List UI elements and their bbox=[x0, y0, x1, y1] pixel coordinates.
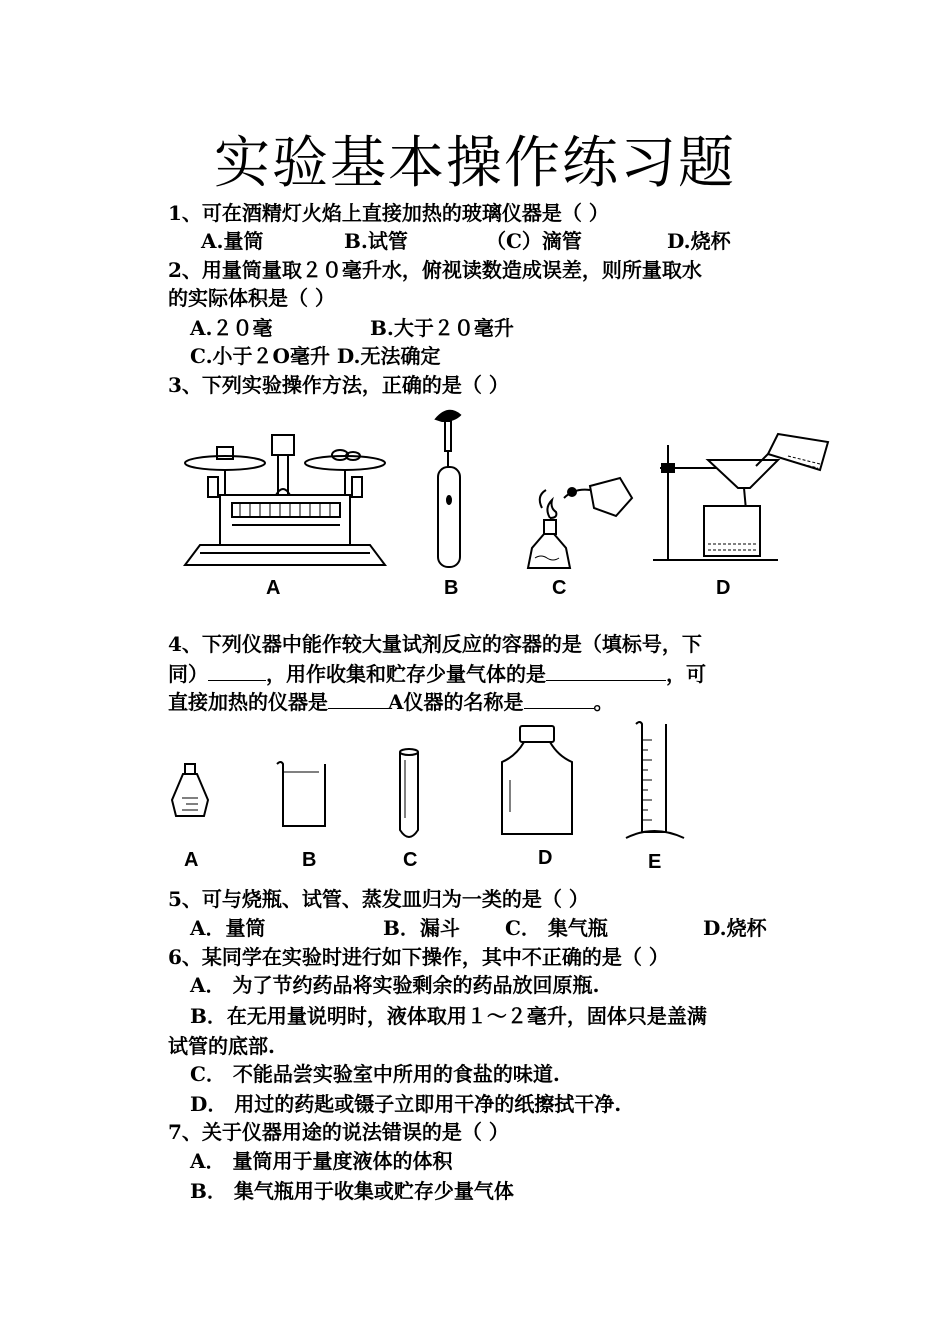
q4-stem-line3-part3: 。 bbox=[593, 690, 614, 714]
q2-stem-line1: 2、用量筒量取２０毫升水，俯视读数造成误差，则所量取水 bbox=[168, 258, 702, 282]
q4-answer-blank-1[interactable] bbox=[208, 662, 266, 681]
q6-option-c: C． 不能品尝实验室中所用的食盐的味道. bbox=[190, 1062, 560, 1086]
test-tube-figure bbox=[395, 748, 423, 843]
q4-answer-blank-3[interactable] bbox=[328, 690, 388, 709]
q4-answer-blank-4[interactable] bbox=[524, 690, 594, 709]
gas-bottle-figure bbox=[496, 722, 578, 840]
q4-stem-line1: 4、下列仪器中能作较大量试剂反应的容器的是（填标号，下 bbox=[168, 632, 702, 656]
q1-option-b: B.试管 bbox=[344, 229, 408, 253]
q1-option-d: D.烧杯 bbox=[667, 229, 731, 253]
q5-stem: 5、可与烧瓶、试管、蒸发皿归为一类的是（ ） bbox=[168, 887, 589, 911]
graduated-cylinder-figure bbox=[622, 720, 688, 842]
q4-answer-blank-2[interactable] bbox=[546, 662, 666, 681]
q1-option-a: A.量筒 bbox=[201, 229, 264, 253]
q6-stem: 6、某同学在实验时进行如下操作，其中不正确的是（ ） bbox=[168, 945, 669, 969]
q6-option-b-line1: B．在无用量说明时，液体取用１～２毫升，固体只是盖满 bbox=[190, 1004, 707, 1028]
q2-option-cd: C.小于２O毫升 D.无法确定 bbox=[190, 344, 441, 368]
fig3-label-c: C bbox=[552, 577, 567, 599]
q4-stem-line3-part2: A仪器的名称是 bbox=[388, 690, 524, 714]
q7-stem: 7、关于仪器用途的说法错误的是（ ） bbox=[168, 1120, 509, 1144]
q5-option-a: A．量筒 bbox=[190, 916, 266, 940]
q1-stem: 1、可在酒精灯火焰上直接加热的玻璃仪器是（ ） bbox=[168, 201, 609, 225]
q4-stem-line3-part1: 直接加热的仪器是 bbox=[168, 690, 328, 714]
q1-option-c: （C）滴管 bbox=[486, 229, 582, 253]
test-tube-dropper-figure bbox=[428, 405, 473, 575]
fig4-label-e: E bbox=[648, 851, 662, 873]
fig4-label-a: A bbox=[184, 849, 199, 871]
q6-option-a: A． 为了节约药品将实验剩余的药品放回原瓶. bbox=[190, 973, 600, 997]
q4-stem-line2-part3: ，可 bbox=[666, 662, 706, 686]
alcohol-lamp-figure bbox=[520, 468, 650, 573]
page-title: 实验基本操作练习题 bbox=[214, 131, 736, 196]
beaker-figure bbox=[273, 758, 333, 830]
filtration-figure bbox=[648, 420, 838, 565]
fig3-label-a: A bbox=[266, 577, 281, 599]
q5-option-d: D.烧杯 bbox=[703, 916, 767, 940]
q5-option-b: B．漏斗 bbox=[383, 916, 460, 940]
q4-stem-line3 bbox=[168, 690, 614, 712]
q3-stem: 3、下列实验操作方法，正确的是（ ） bbox=[168, 373, 509, 397]
q2-option-a: A.２０毫 bbox=[190, 316, 273, 340]
fig4-label-b: B bbox=[302, 849, 317, 871]
q7-option-a: A． 量筒用于量度液体的体积 bbox=[190, 1149, 453, 1173]
q4-stem-line2 bbox=[168, 662, 706, 684]
q2-stem-line2: 的实际体积是（ ） bbox=[168, 286, 335, 310]
q6-option-d: D． 用过的药匙或镊子立即用干净的纸擦拭干净. bbox=[190, 1092, 622, 1116]
balance-figure bbox=[180, 425, 390, 575]
q7-option-b: B． 集气瓶用于收集或贮存少量气体 bbox=[190, 1179, 514, 1203]
q6-option-b-line2: 试管的底部. bbox=[168, 1034, 275, 1058]
q2-option-b: B.大于２０毫升 bbox=[370, 316, 514, 340]
fig3-label-b: B bbox=[444, 577, 459, 599]
flask-figure bbox=[168, 762, 213, 822]
q4-stem-line2-part2: ，用作收集和贮存少量气体的是 bbox=[266, 662, 546, 686]
fig3-label-d: D bbox=[716, 577, 731, 599]
fig4-label-c: C bbox=[403, 849, 418, 871]
q4-stem-line2-part1: 同） bbox=[168, 662, 208, 686]
q5-option-c: C． 集气瓶 bbox=[505, 916, 608, 940]
fig4-label-d: D bbox=[538, 847, 553, 869]
